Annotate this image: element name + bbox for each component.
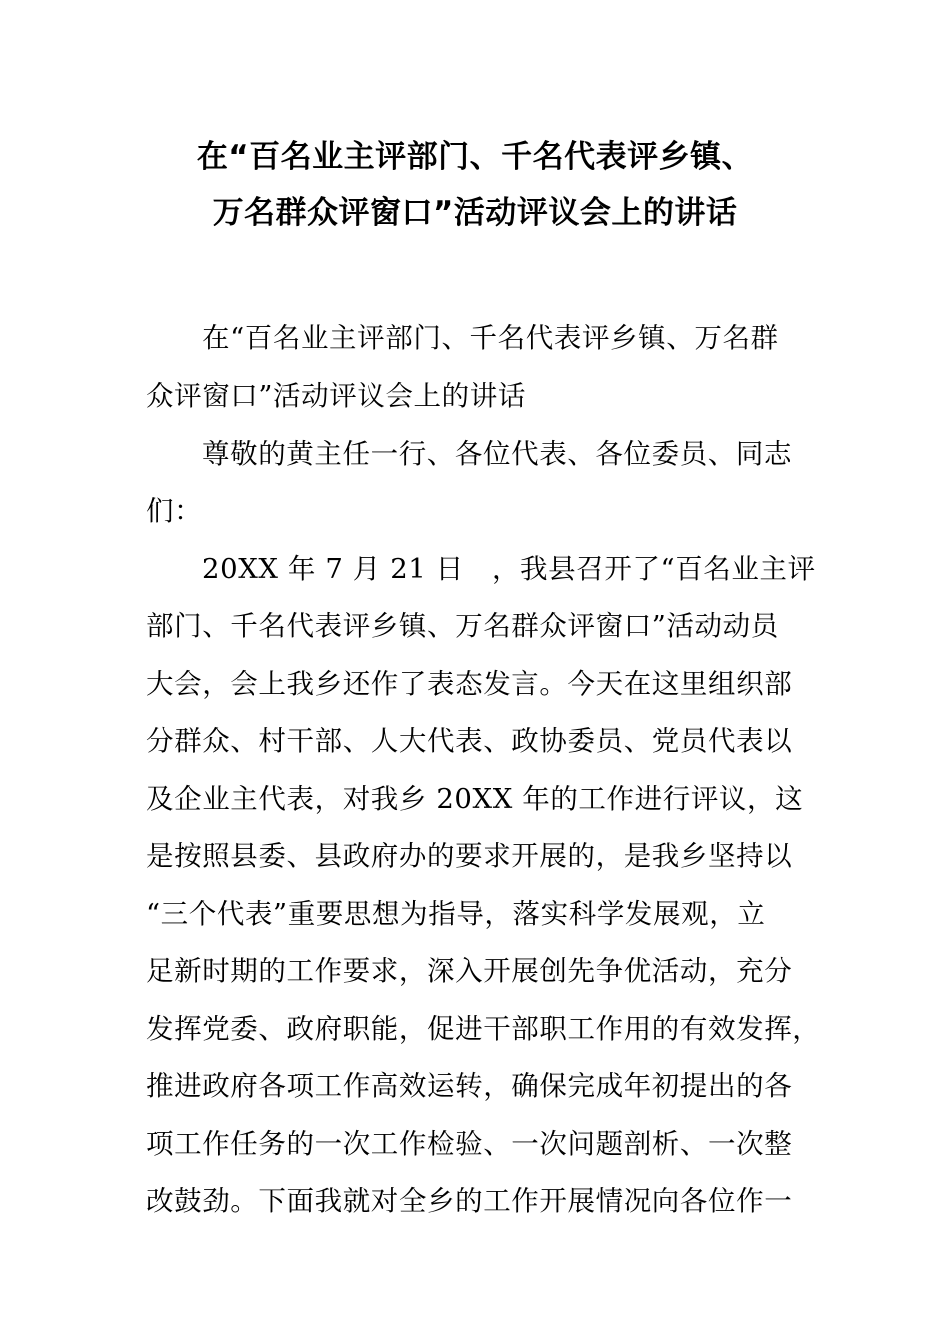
body-line: 发挥党委、政府职能，促进干部职工作用的有效发挥， (146, 1013, 821, 1045)
body-line: 项工作任务的一次工作检验、一次问题剖析、一次整 (146, 1128, 793, 1160)
body-line: “三个代表”重要思想为指导，落实科学发展观，立 (146, 898, 766, 930)
body-line: 大会，会上我乡还作了表态发言。今天在这里组织部 (146, 668, 793, 700)
body-line: 在“百名业主评部门、千名代表评乡镇、万名群 (202, 322, 779, 354)
body-line: 众评窗口”活动评议会上的讲话 (146, 380, 526, 412)
title-line-1: 在“百名业主评部门、千名代表评乡镇、 (196, 139, 754, 175)
body-line: 20XX 年 7 月 21 日 ，我县召开了“百名业主评 (202, 553, 816, 585)
body-line: 及企业主代表，对我乡 20XX 年的工作进行评议，这 (146, 783, 804, 815)
body-line: 分群众、村干部、人大代表、政协委员、党员代表以 (146, 725, 793, 757)
body-line: 们： (146, 495, 203, 527)
body-line: 尊敬的黄主任一行、各位代表、各位委员、同志 (202, 438, 793, 470)
title-line-2: 万名群众评窗口”活动评议会上的讲话 (212, 195, 738, 231)
body-line: 是按照县委、县政府办的要求开展的，是我乡坚持以 (146, 840, 793, 872)
body-line: 足新时期的工作要求，深入开展创先争优活动，充分 (146, 955, 793, 987)
body-line: 推进政府各项工作高效运转，确保完成年初提出的各 (146, 1070, 793, 1102)
body-line: 改鼓劲。下面我就对全乡的工作开展情况向各位作一 (146, 1185, 793, 1217)
body-line: 部门、千名代表评乡镇、万名群众评窗口”活动动员 (146, 610, 779, 642)
